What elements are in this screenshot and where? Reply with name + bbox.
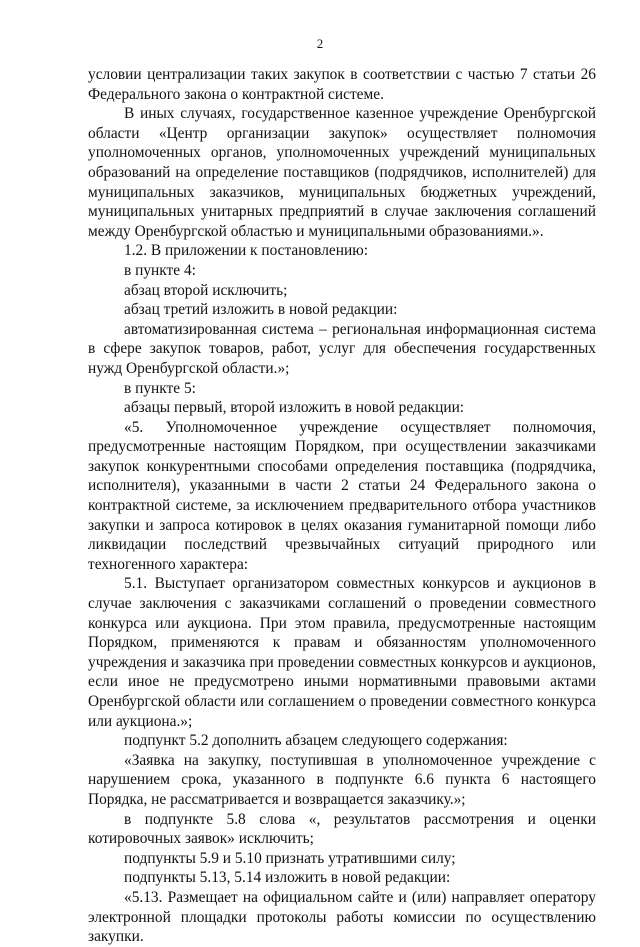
paragraph-items-5-13-5-14: подпункты 5.13, 5.14 изложить в новой редакции: [124,869,451,887]
paragraph-continuation: условии централизации таких закупок в соответствии с частью 7 статьи 26 Федерального закона о контрактной системе. [88,66,596,103]
paragraph-point-4: в пункте 4: [124,261,196,279]
paragraph-item-5: «5. Уполномоченное учреждение осуществляет полномочия, предусмотренные настоящим Порядком, при осуществлении заказчиками закупок конкурентными способами определения поставщика (подрядчика, исполнителя), указанными в части 2 статьи 24 Федерального закона о контрактной системе, за исключением предварительного отбора участников закупки и запроса котировок в целях оказания гуманитарной помощи либо ликвидации последствий чрезвычайных ситуаций природного или техногенного характера: [88,418,596,573]
page-number: 2 [316,36,324,51]
paragraph-items-5-9-5-10: подпункты 5.9 и 5.10 признать утратившими силу; [124,849,456,867]
paragraph-delete-second: абзац второй исключить; [124,281,288,299]
paragraph-third-new: абзац третий изложить в новой редакции: [124,301,398,319]
paragraph-item-5-13: «5.13. Размещает на официальном сайте и (или) направляет оператору электронной площадки протоколы работы комиссии по осуществлению закупки. [88,888,596,946]
paragraph-first-second-new: абзацы первый, второй изложить в новой редакции: [124,399,465,417]
document-body [88,65,596,947]
paragraph-gku-center: В иных случаях, государственное казенное учреждение Оренбургской области «Центр организации закупок» осуществляет полномочия уполномоченных органов, уполномоченных учреждений муниципальных образований на определение поставщиков (подрядчиков, исполнителей) для муниципальных заказчиков, муниципальных бюджетных учреждений, муниципальных унитарных предприятий в случае заключения соглашений между Оренбургской областью и муниципальными образованиями.». [88,105,596,240]
paragraph-item-5-2-add: подпункт 5.2 дополнить абзацем следующего содержания: [124,732,508,750]
paragraph-application-quote: «Заявка на закупку, поступившая в уполномоченное учреждение с нарушением срока, указанного в подпункте 6.6 пункта 6 настоящего Порядка, не рассматривается и возвращается заказчику.»; [88,751,596,808]
paragraph-point-5: в пункте 5: [124,379,196,397]
paragraph-item-1-2: 1.2. В приложении к постановлению: [124,242,368,260]
paragraph-automated-system: автоматизированная система – региональная информационная система в сфере закупок товаров, работ, услуг для обеспечения государственных нужд Оренбургской области.»; [88,320,596,377]
paragraph-item-5-8: в подпункте 5.8 слова «, результатов рассмотрения и оценки котировочных заявок» исключить; [88,810,596,848]
paragraph-item-5-1: 5.1. Выступает организатором совместных конкурсов и аукционов в случае заключения с заказчиками соглашений о проведении совместного конкурса или аукциона. При этом правила, предусмотренные настоящим Порядком, применяются к правам и обязанностям уполномоченного учреждения и заказчика при проведении совместных конкурсов и аукционов, если иное не предусмотрено иными нормативными правовыми актами Оренбургской области или соглашением о проведении совместного конкурса или аукциона.»; [88,575,596,730]
